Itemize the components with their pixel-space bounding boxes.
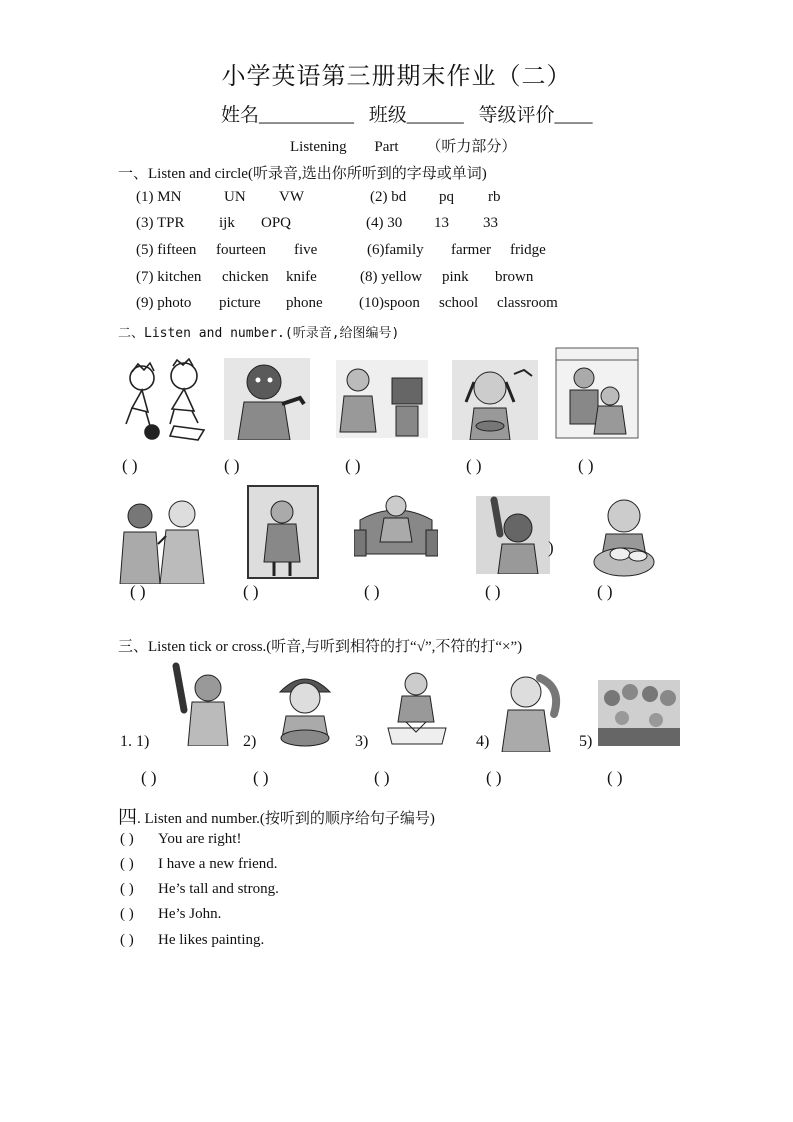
answer-blank[interactable]: ( ) (120, 881, 134, 897)
option: knife (286, 269, 317, 285)
item-label: 1. 1) (120, 733, 150, 750)
section1-heading: 一、Listen and circle(听录音,选出你所听到的字母或单词) (118, 166, 487, 182)
answer-blank[interactable]: ( ) (374, 768, 390, 787)
answer-blank[interactable]: ( ) (578, 456, 594, 475)
option: 13 (434, 215, 449, 231)
section4-heading (118, 802, 435, 829)
option: school (439, 295, 479, 311)
option: five (294, 242, 318, 258)
answer-blank[interactable]: ( ) (120, 831, 134, 847)
girl-reading-image (380, 666, 454, 748)
two-boys-talking-image (118, 494, 208, 584)
boy-and-girl-at-window-image (554, 346, 640, 440)
option: (2) bd (370, 189, 407, 205)
boy-pointing-image (224, 358, 310, 440)
girl-eating-image (452, 360, 538, 440)
boy-with-bat-image (476, 496, 550, 574)
page-title: 小学英语第三册期末作业（二） (221, 64, 572, 90)
option: (5) fifteen (136, 242, 197, 258)
answer-blank[interactable]: ( ) (120, 906, 134, 922)
section1-row-2 (0, 215, 793, 235)
listening-word: Listening (290, 139, 347, 155)
class-field-label: 班级______ (368, 105, 464, 126)
answer-blank[interactable]: ( ) (486, 768, 502, 787)
section2-heading: 二、Listen and number.(听录音,给图编号) (118, 326, 400, 341)
answer-blank[interactable]: ( ) (122, 456, 138, 475)
answer-blank[interactable]: ( ) (345, 456, 361, 475)
sentence-text: He likes painting. (158, 932, 265, 948)
family-group-image (598, 680, 680, 746)
section4-number: 四 (118, 807, 138, 828)
girl-watching-tv-image (336, 360, 428, 438)
sentence-item (120, 831, 241, 848)
sentence-item (120, 932, 264, 949)
option: UN (224, 189, 246, 205)
item-label: 4) (476, 733, 490, 750)
boy-eating-noodles-image (270, 668, 340, 748)
section1-row-1 (0, 189, 793, 209)
option: pq (439, 189, 454, 205)
answer-blank[interactable]: ( ) (120, 856, 134, 872)
option: (6)family (367, 242, 424, 258)
answer-blank[interactable]: ( ) (141, 768, 157, 787)
sentence-text: You are right! (158, 831, 242, 847)
sentence-item (120, 881, 279, 898)
answer-blank[interactable]: ( ) (130, 582, 146, 601)
listening-part-cn: （听力部分） (426, 139, 517, 155)
section3-heading: 三、Listen tick or cross.(听音,与听到相符的打“√”,不符的打“×”) (118, 639, 523, 655)
option: (8) yellow (360, 269, 423, 285)
option: pink (442, 269, 469, 285)
student-info-line (221, 100, 603, 127)
sentence-item (120, 856, 278, 873)
boy-washing-dishes-image (584, 488, 672, 582)
option: (4) 30 (366, 215, 403, 231)
answer-blank[interactable]: ( ) (597, 582, 613, 601)
sentence-text: He’s John. (158, 906, 222, 922)
item-label: 2) (243, 733, 257, 750)
answer-blank[interactable]: ( ) (243, 582, 259, 601)
option: fridge (510, 242, 546, 258)
girl-ponytail-image (490, 668, 566, 752)
option: VW (279, 189, 304, 205)
option: rb (488, 189, 501, 205)
option: picture (219, 295, 261, 311)
sentence-text: I have a new friend. (158, 856, 278, 872)
part-heading (290, 135, 516, 156)
answer-blank[interactable]: ( ) (253, 768, 269, 787)
option: OPQ (261, 215, 292, 231)
option: farmer (451, 242, 491, 258)
girl-on-sofa-image (354, 490, 438, 562)
option: chicken (222, 269, 269, 285)
option: (1) MN (136, 189, 182, 205)
answer-blank[interactable]: ( ) (466, 456, 482, 475)
item-label: 3) (355, 733, 369, 750)
part-word: Part (374, 139, 399, 155)
option: phone (286, 295, 323, 311)
answer-blank[interactable]: ( ) (120, 932, 134, 948)
option: fourteen (216, 242, 266, 258)
option: ijk (219, 215, 235, 231)
option: (9) photo (136, 295, 192, 311)
section1-row-4 (0, 269, 793, 289)
answer-blank[interactable]: ( ) (224, 456, 240, 475)
sentence-text: He’s tall and strong. (158, 881, 279, 897)
section1-row-3 (0, 242, 793, 262)
option: (7) kitchen (136, 269, 202, 285)
name-field-label: 姓名__________ (221, 105, 355, 126)
option: classroom (497, 295, 558, 311)
girl-at-door-image (246, 484, 320, 580)
answer-blank[interactable]: ( ) (485, 582, 501, 601)
two-children-playing-image (118, 358, 214, 442)
boy-with-bat-image (160, 660, 234, 746)
grade-field-label: 等级评价____ (478, 105, 593, 126)
item-label: 5) (579, 733, 593, 750)
option: 33 (483, 215, 498, 231)
answer-blank[interactable]: ( ) (364, 582, 380, 601)
option: (10)spoon (359, 295, 420, 311)
option: (3) TPR (136, 215, 185, 231)
sentence-item (120, 906, 221, 923)
section1-row-5 (0, 295, 793, 315)
option: brown (495, 269, 534, 285)
stray-paren: ) (548, 538, 554, 557)
answer-blank[interactable]: ( ) (607, 768, 623, 787)
section4-heading-text: . Listen and number.(按听到的顺序给句子编号) (137, 811, 435, 827)
